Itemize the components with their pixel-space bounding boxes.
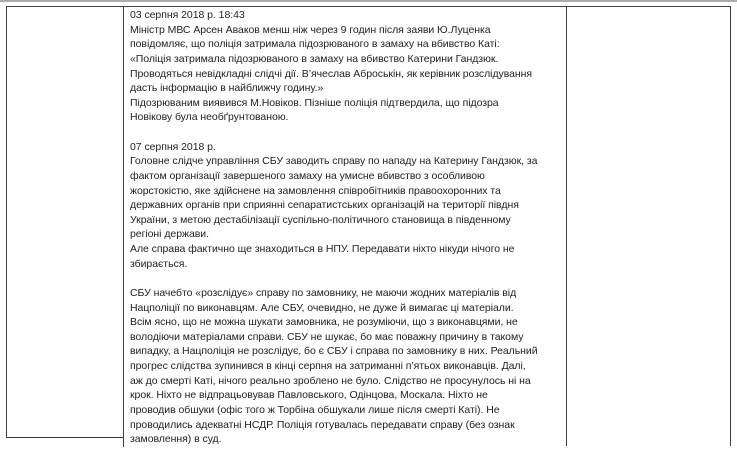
text-line: Проводяться невідкладні слідчі дії. В’ячеслав Аброськін, як керівник розслідування [130, 67, 533, 80]
text-line: регіоні держави. [130, 228, 209, 241]
table-border-top [6, 6, 731, 7]
text-line: 03 серпня 2018 р. 18:43 [130, 9, 245, 21]
text-line: Новікову була необґрунтованою. [130, 111, 289, 124]
table-border-right [730, 6, 731, 446]
text-line: володіючи матеріалами справи. СБУ не шукає, бо має поважну причину в такому [130, 330, 524, 343]
timeline-text-cell [130, 8, 564, 447]
column-divider-left [123, 6, 124, 447]
text-line: фактом організації завершеного замаху на умисне вбивство з особливою [130, 169, 485, 182]
text-line: випадку, а Нацполіція не розслідує, бо є СБУ і справа по замовнику в них. Реальний [130, 345, 538, 358]
text-line: крок. Ніхто не відпрацьовував Павловського, Одінцова, Москала. Ніхто не [130, 389, 488, 402]
page-bottom-rule [0, 0, 737, 2]
text-line: Підозрюваним виявився М.Новіков. Пізніше поліція підтвердила, що підозра [130, 96, 499, 109]
text-line: 07 серпня 2018 р. [130, 140, 216, 153]
text-line: збирається. [130, 257, 188, 270]
text-line: «Поліція затримала підозрюваного в замаху на вбивство Катерини Гандзюк. [130, 52, 499, 65]
text-line: Всім ясно, що не можна шукати замовника, не розуміючи, що з виконавцями, не [130, 316, 518, 329]
column-divider-right [566, 6, 567, 446]
text-line: проводив обшуки (офіс того ж Торбіна обшукали лише після смерті Каті). Не [130, 403, 500, 416]
text-line: Нацполіції по виконавцям. Але СБУ, очевидно, не дуже й вимагає ці матеріали. [130, 301, 514, 314]
text-line: замовлення) в суд. [130, 433, 222, 446]
text-line: Але справа фактично ще знаходиться в НПУ. Передавати ніхто нікуди нічого не [130, 243, 515, 255]
text-line: проводились адекватні НСДР. Поліція готувалась передавати справу (без ознак [130, 418, 515, 431]
text-line: СБУ начебто «розслідує» справу по замовнику, не маючи жодних матеріалів від [130, 286, 517, 299]
text-line: дасть інформацію в найближчу годину.» [130, 82, 324, 95]
text-line: аж до смерті Каті, нічого реально зроблено не було. Слідство не просунулось ні на [130, 374, 531, 387]
text-line: України, з метою дестабілізації суспільно-політичного становища в південному [130, 213, 511, 226]
text-line: прогрес слідства зупинився в кінці серпня на затриманні п’ятьох виконавців. Далі, [130, 360, 526, 372]
table-border-left [6, 6, 7, 437]
text-line: жорстокістю, яке здійснене на замовлення співробітників правоохоронних та [130, 184, 501, 197]
text-line: повідомляє, що поліція затримала підозрюваного в замаху на вбивство Каті: [130, 38, 500, 51]
text-line: Головне слідче управління СБУ заводить справу по нападу на Катерину Гандзюк, за [130, 155, 538, 168]
text-line [130, 271, 564, 286]
text-line [130, 125, 564, 140]
text-line: державних органів при сприянні сепаратистських організацій на території півдня [130, 199, 519, 212]
left-cell-bottom-border [6, 437, 124, 438]
text-line: Міністр МВС Арсен Аваков менш ніж через 9 годин після заяви Ю.Луценка [130, 23, 491, 36]
